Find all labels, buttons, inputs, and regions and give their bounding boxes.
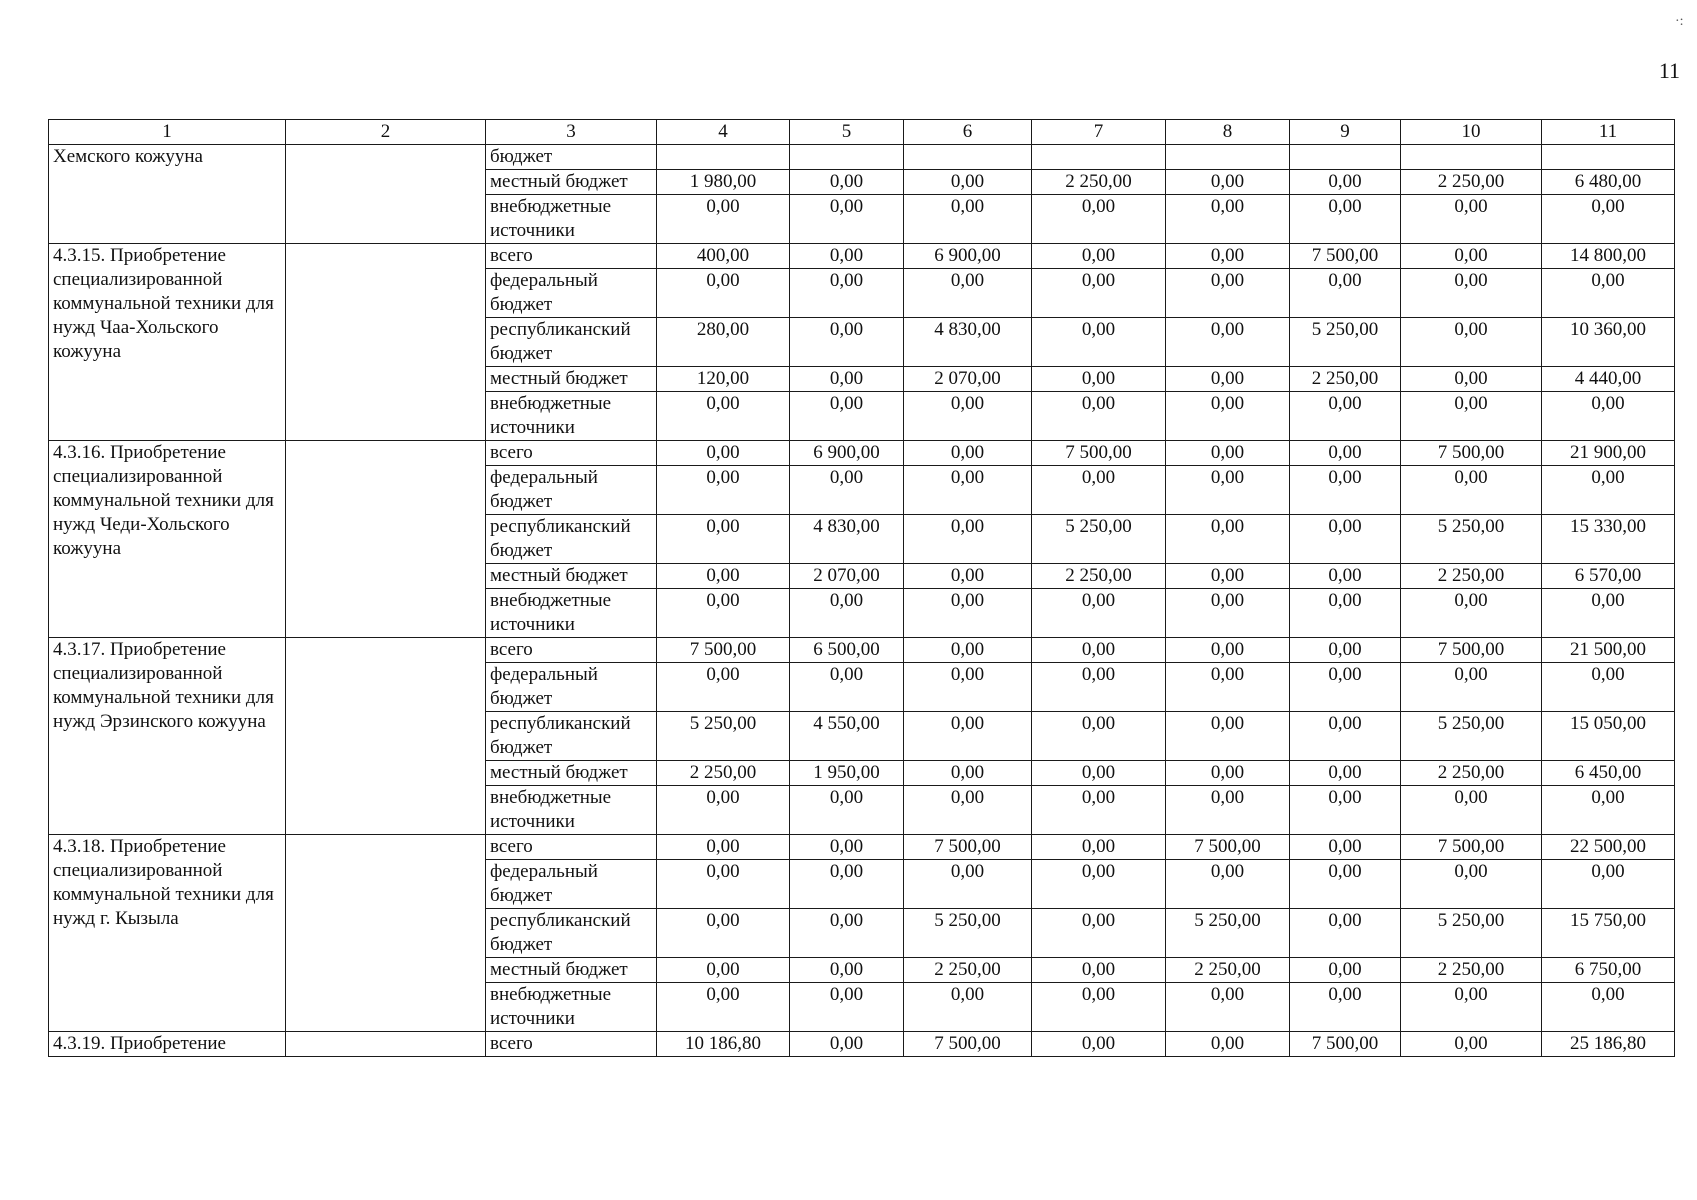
year-value: 0,00 <box>790 318 904 367</box>
year-value: 2 250,00 <box>1401 958 1542 983</box>
total-value: 4 440,00 <box>1542 367 1675 392</box>
year-value: 0,00 <box>1401 195 1542 244</box>
year-value: 0,00 <box>1032 244 1166 269</box>
year-value: 0,00 <box>1032 367 1166 392</box>
year-value: 0,00 <box>904 441 1032 466</box>
year-value: 0,00 <box>1166 712 1290 761</box>
year-value: 0,00 <box>657 515 790 564</box>
year-value: 2 070,00 <box>904 367 1032 392</box>
funding-source: всего <box>486 835 657 860</box>
year-value: 10 186,80 <box>657 1032 790 1057</box>
year-value: 0,00 <box>904 515 1032 564</box>
year-value: 7 500,00 <box>1401 638 1542 663</box>
column-number-6: 6 <box>904 120 1032 145</box>
column-number-11: 11 <box>1542 120 1675 145</box>
year-value: 0,00 <box>790 860 904 909</box>
year-value: 0,00 <box>790 170 904 195</box>
funding-source: федеральный бюджет <box>486 663 657 712</box>
total-value: 22 500,00 <box>1542 835 1675 860</box>
table-row <box>49 145 1675 170</box>
year-value: 0,00 <box>1290 638 1401 663</box>
executor-cell <box>286 441 486 638</box>
year-value: 0,00 <box>904 195 1032 244</box>
year-value: 0,00 <box>1401 466 1542 515</box>
program-item-title: 4.3.15. Приобретение специализированной коммунальной техники для нужд Чаа-Хольского кожууна <box>49 244 286 441</box>
column-number-8: 8 <box>1166 120 1290 145</box>
year-value: 0,00 <box>1401 392 1542 441</box>
year-value: 0,00 <box>1290 909 1401 958</box>
year-value: 0,00 <box>657 466 790 515</box>
year-value: 0,00 <box>1166 441 1290 466</box>
year-value: 0,00 <box>904 761 1032 786</box>
year-value: 7 500,00 <box>1166 835 1290 860</box>
column-number-9: 9 <box>1290 120 1401 145</box>
funding-source: федеральный бюджет <box>486 860 657 909</box>
year-value: 0,00 <box>1290 564 1401 589</box>
funding-source: всего <box>486 244 657 269</box>
year-value: 0,00 <box>1032 860 1166 909</box>
year-value: 0,00 <box>790 958 904 983</box>
year-value: 0,00 <box>790 589 904 638</box>
year-value: 2 250,00 <box>1401 761 1542 786</box>
table-row <box>49 638 1675 663</box>
column-number-4: 4 <box>657 120 790 145</box>
year-value <box>1166 145 1290 170</box>
year-value: 0,00 <box>657 958 790 983</box>
year-value: 0,00 <box>1290 515 1401 564</box>
year-value <box>657 145 790 170</box>
funding-source: местный бюджет <box>486 170 657 195</box>
funding-source: местный бюджет <box>486 564 657 589</box>
year-value: 0,00 <box>790 466 904 515</box>
year-value: 0,00 <box>904 564 1032 589</box>
page-number: 11 <box>1658 58 1680 83</box>
year-value: 0,00 <box>904 466 1032 515</box>
funding-source: республиканский бюджет <box>486 909 657 958</box>
year-value: 0,00 <box>790 1032 904 1057</box>
total-value: 0,00 <box>1542 860 1675 909</box>
funding-source: республиканский бюджет <box>486 712 657 761</box>
year-value: 0,00 <box>1401 860 1542 909</box>
year-value: 0,00 <box>1032 1032 1166 1057</box>
year-value: 5 250,00 <box>657 712 790 761</box>
year-value: 0,00 <box>790 392 904 441</box>
total-value: 0,00 <box>1542 786 1675 835</box>
year-value: 0,00 <box>1166 564 1290 589</box>
year-value: 0,00 <box>1032 983 1166 1032</box>
year-value: 4 830,00 <box>904 318 1032 367</box>
funding-source: внебюджетные источники <box>486 786 657 835</box>
funding-source: всего <box>486 638 657 663</box>
total-value: 0,00 <box>1542 269 1675 318</box>
total-value: 25 186,80 <box>1542 1032 1675 1057</box>
scan-corner-mark: ·: <box>1675 14 1684 29</box>
year-value: 0,00 <box>1290 835 1401 860</box>
year-value: 0,00 <box>1032 712 1166 761</box>
year-value <box>790 145 904 170</box>
year-value: 7 500,00 <box>657 638 790 663</box>
year-value: 0,00 <box>657 909 790 958</box>
year-value: 0,00 <box>1032 392 1166 441</box>
year-value: 0,00 <box>1166 638 1290 663</box>
executor-cell <box>286 145 486 244</box>
total-value: 10 360,00 <box>1542 318 1675 367</box>
year-value: 0,00 <box>657 269 790 318</box>
year-value: 4 550,00 <box>790 712 904 761</box>
year-value <box>1290 145 1401 170</box>
year-value: 0,00 <box>1166 983 1290 1032</box>
year-value: 0,00 <box>1032 318 1166 367</box>
year-value: 0,00 <box>1401 786 1542 835</box>
year-value: 6 500,00 <box>790 638 904 663</box>
total-value: 21 900,00 <box>1542 441 1675 466</box>
year-value: 5 250,00 <box>1166 909 1290 958</box>
year-value: 280,00 <box>657 318 790 367</box>
year-value: 0,00 <box>1290 170 1401 195</box>
total-value: 6 570,00 <box>1542 564 1675 589</box>
year-value: 400,00 <box>657 244 790 269</box>
year-value: 0,00 <box>1032 786 1166 835</box>
year-value: 5 250,00 <box>1032 515 1166 564</box>
year-value: 0,00 <box>1166 761 1290 786</box>
funding-source: местный бюджет <box>486 367 657 392</box>
year-value: 0,00 <box>790 269 904 318</box>
year-value: 2 250,00 <box>1290 367 1401 392</box>
total-value: 0,00 <box>1542 195 1675 244</box>
executor-cell <box>286 638 486 835</box>
year-value: 0,00 <box>1032 589 1166 638</box>
funding-source: федеральный бюджет <box>486 466 657 515</box>
year-value: 0,00 <box>1166 663 1290 712</box>
column-number-7: 7 <box>1032 120 1166 145</box>
year-value: 0,00 <box>1290 983 1401 1032</box>
table-row <box>49 244 1675 269</box>
year-value: 0,00 <box>1290 195 1401 244</box>
program-item-title: 4.3.18. Приобретение специализированной коммунальной техники для нужд г. Кызыла <box>49 835 286 1032</box>
year-value: 0,00 <box>1032 663 1166 712</box>
year-value: 0,00 <box>657 663 790 712</box>
year-value: 7 500,00 <box>1032 441 1166 466</box>
funding-source: местный бюджет <box>486 958 657 983</box>
year-value: 0,00 <box>1401 1032 1542 1057</box>
year-value: 0,00 <box>904 712 1032 761</box>
column-number-row <box>49 120 1675 145</box>
funding-source: местный бюджет <box>486 761 657 786</box>
year-value: 0,00 <box>1166 860 1290 909</box>
total-value: 6 750,00 <box>1542 958 1675 983</box>
year-value: 0,00 <box>1166 244 1290 269</box>
year-value: 5 250,00 <box>1290 318 1401 367</box>
year-value: 0,00 <box>657 860 790 909</box>
year-value <box>904 145 1032 170</box>
year-value: 0,00 <box>657 564 790 589</box>
year-value: 0,00 <box>1290 466 1401 515</box>
column-number-5: 5 <box>790 120 904 145</box>
year-value: 5 250,00 <box>904 909 1032 958</box>
year-value: 0,00 <box>1166 589 1290 638</box>
year-value: 0,00 <box>1166 170 1290 195</box>
year-value: 0,00 <box>1401 983 1542 1032</box>
year-value: 7 500,00 <box>1401 835 1542 860</box>
year-value: 0,00 <box>1166 269 1290 318</box>
funding-source: республиканский бюджет <box>486 515 657 564</box>
year-value: 0,00 <box>904 663 1032 712</box>
year-value: 0,00 <box>1032 909 1166 958</box>
year-value: 0,00 <box>1290 589 1401 638</box>
year-value: 0,00 <box>1290 712 1401 761</box>
year-value: 0,00 <box>904 589 1032 638</box>
year-value: 2 250,00 <box>1166 958 1290 983</box>
year-value: 2 070,00 <box>790 564 904 589</box>
total-value: 6 480,00 <box>1542 170 1675 195</box>
year-value: 0,00 <box>790 663 904 712</box>
year-value <box>1032 145 1166 170</box>
year-value <box>1401 145 1542 170</box>
year-value: 0,00 <box>1166 515 1290 564</box>
funding-source: федеральный бюджет <box>486 269 657 318</box>
funding-source: внебюджетные источники <box>486 195 657 244</box>
year-value: 0,00 <box>904 170 1032 195</box>
executor-cell <box>286 244 486 441</box>
year-value: 0,00 <box>790 983 904 1032</box>
year-value: 0,00 <box>904 786 1032 835</box>
total-value: 15 330,00 <box>1542 515 1675 564</box>
year-value: 0,00 <box>657 392 790 441</box>
year-value: 1 950,00 <box>790 761 904 786</box>
year-value: 0,00 <box>1290 269 1401 318</box>
year-value: 0,00 <box>1290 761 1401 786</box>
total-value: 15 750,00 <box>1542 909 1675 958</box>
year-value: 0,00 <box>790 835 904 860</box>
total-value: 0,00 <box>1542 466 1675 515</box>
year-value: 0,00 <box>1401 318 1542 367</box>
year-value: 4 830,00 <box>790 515 904 564</box>
year-value: 0,00 <box>904 269 1032 318</box>
year-value: 0,00 <box>1401 663 1542 712</box>
year-value: 0,00 <box>1166 466 1290 515</box>
year-value: 0,00 <box>1032 958 1166 983</box>
funding-source: всего <box>486 1032 657 1057</box>
total-value: 0,00 <box>1542 663 1675 712</box>
year-value: 0,00 <box>1290 441 1401 466</box>
year-value: 0,00 <box>904 638 1032 663</box>
table-row <box>49 441 1675 466</box>
program-item-title: 4.3.17. Приобретение специализированной коммунальной техники для нужд Эрзинского кожууна <box>49 638 286 835</box>
year-value: 0,00 <box>1166 1032 1290 1057</box>
year-value: 0,00 <box>1290 860 1401 909</box>
year-value: 0,00 <box>1290 392 1401 441</box>
year-value: 0,00 <box>1290 786 1401 835</box>
year-value: 0,00 <box>657 835 790 860</box>
year-value: 0,00 <box>657 786 790 835</box>
executor-cell <box>286 1032 486 1057</box>
year-value: 5 250,00 <box>1401 515 1542 564</box>
table-row <box>49 835 1675 860</box>
year-value: 0,00 <box>1166 318 1290 367</box>
year-value: 0,00 <box>657 441 790 466</box>
year-value: 0,00 <box>1166 392 1290 441</box>
year-value: 6 900,00 <box>790 441 904 466</box>
funding-source: бюджет <box>486 145 657 170</box>
year-value: 0,00 <box>1290 958 1401 983</box>
year-value: 0,00 <box>1032 466 1166 515</box>
funding-source: республиканский бюджет <box>486 318 657 367</box>
year-value: 0,00 <box>790 909 904 958</box>
year-value: 0,00 <box>1401 269 1542 318</box>
year-value: 7 500,00 <box>904 1032 1032 1057</box>
total-value: 15 050,00 <box>1542 712 1675 761</box>
year-value: 5 250,00 <box>1401 909 1542 958</box>
year-value: 2 250,00 <box>1032 564 1166 589</box>
year-value: 0,00 <box>790 786 904 835</box>
funding-source: внебюджетные источники <box>486 392 657 441</box>
year-value: 1 980,00 <box>657 170 790 195</box>
year-value: 0,00 <box>1290 663 1401 712</box>
year-value: 0,00 <box>1401 367 1542 392</box>
year-value: 0,00 <box>790 367 904 392</box>
column-number-1: 1 <box>49 120 286 145</box>
year-value: 0,00 <box>1032 638 1166 663</box>
year-value: 0,00 <box>790 195 904 244</box>
funding-source: внебюджетные источники <box>486 589 657 638</box>
year-value: 0,00 <box>657 195 790 244</box>
total-value <box>1542 145 1675 170</box>
column-number-2: 2 <box>286 120 486 145</box>
program-item-title: 4.3.19. Приобретение <box>49 1032 286 1057</box>
funding-source: всего <box>486 441 657 466</box>
year-value: 0,00 <box>657 983 790 1032</box>
year-value: 0,00 <box>790 244 904 269</box>
total-value: 6 450,00 <box>1542 761 1675 786</box>
total-value: 0,00 <box>1542 392 1675 441</box>
year-value: 0,00 <box>1166 195 1290 244</box>
funding-source: внебюджетные источники <box>486 983 657 1032</box>
executor-cell <box>286 835 486 1032</box>
year-value: 0,00 <box>904 983 1032 1032</box>
year-value: 2 250,00 <box>1401 564 1542 589</box>
year-value: 7 500,00 <box>904 835 1032 860</box>
year-value: 7 500,00 <box>1401 441 1542 466</box>
year-value: 0,00 <box>1032 761 1166 786</box>
year-value: 7 500,00 <box>1290 1032 1401 1057</box>
year-value: 7 500,00 <box>1290 244 1401 269</box>
table-row <box>49 1032 1675 1057</box>
total-value: 0,00 <box>1542 589 1675 638</box>
column-number-10: 10 <box>1401 120 1542 145</box>
program-item-title: Хемского кожууна <box>49 145 286 244</box>
year-value: 0,00 <box>657 589 790 638</box>
column-number-3: 3 <box>486 120 657 145</box>
program-item-title: 4.3.16. Приобретение специализированной коммунальной техники для нужд Чеди-Хольского кожууна <box>49 441 286 638</box>
year-value: 2 250,00 <box>904 958 1032 983</box>
year-value: 0,00 <box>1401 589 1542 638</box>
total-value: 14 800,00 <box>1542 244 1675 269</box>
year-value: 0,00 <box>1032 195 1166 244</box>
year-value: 0,00 <box>904 860 1032 909</box>
budget-table <box>48 119 1675 1057</box>
total-value: 21 500,00 <box>1542 638 1675 663</box>
year-value: 5 250,00 <box>1401 712 1542 761</box>
year-value: 0,00 <box>1032 835 1166 860</box>
total-value: 0,00 <box>1542 983 1675 1032</box>
year-value: 0,00 <box>1032 269 1166 318</box>
table-body <box>49 145 1675 1057</box>
year-value: 2 250,00 <box>657 761 790 786</box>
year-value: 2 250,00 <box>1401 170 1542 195</box>
year-value: 2 250,00 <box>1032 170 1166 195</box>
year-value: 0,00 <box>1166 786 1290 835</box>
year-value: 120,00 <box>657 367 790 392</box>
year-value: 6 900,00 <box>904 244 1032 269</box>
year-value: 0,00 <box>1166 367 1290 392</box>
table-header <box>49 120 1675 145</box>
year-value: 0,00 <box>1401 244 1542 269</box>
year-value: 0,00 <box>904 392 1032 441</box>
